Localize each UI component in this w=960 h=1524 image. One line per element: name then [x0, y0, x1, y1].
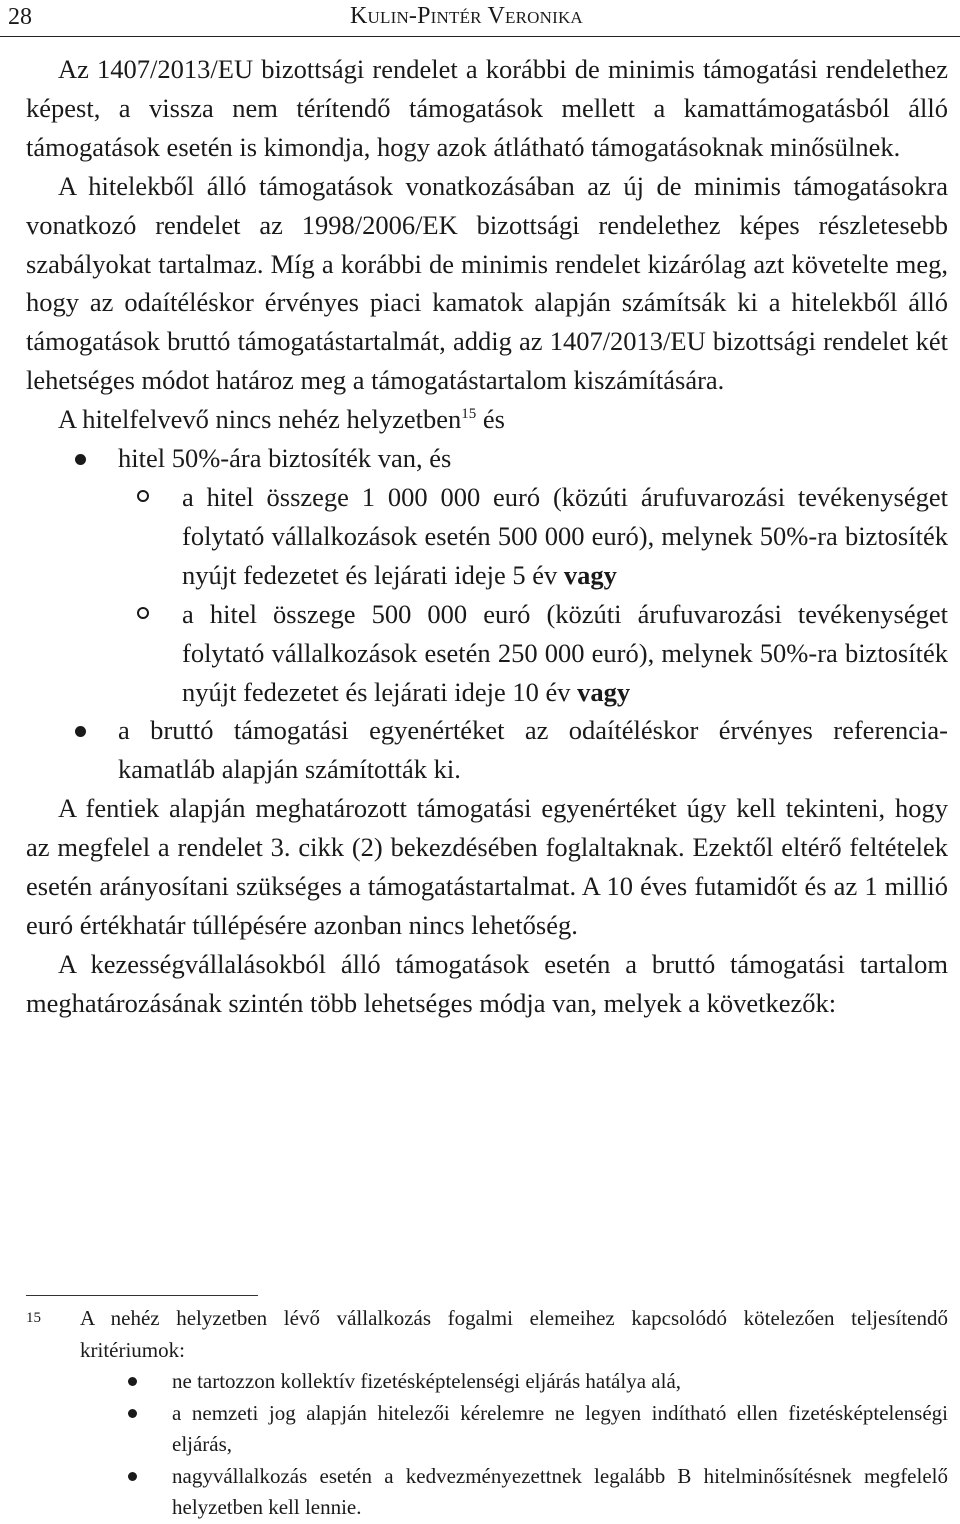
list-item — [118, 711, 948, 789]
paragraph-text: és — [476, 404, 505, 435]
bullet-icon — [75, 454, 86, 465]
sub-list-item-text: a hitel összege 500 000 euró (közúti árufuvarozási tevékenységet folytató vállalkozások esetén 250 000 euró), melynek 50%-ra biztosíték nyújt fedezetet és lejárati ideje 10 év — [182, 598, 948, 707]
sub-list-item-text: a hitel összege 1 000 000 euró (közúti árufuvarozási tevékenységet folytató vállalkozások esetén 500 000 euró), melynek 50%-ra biztosíték nyújt fedezetet és lejárati ideje 5 év — [182, 481, 948, 590]
paragraph: A hitelekből álló támogatások vonatkozásában az új de minimis támogatásokra vonatkozó rendelet az 1998/2006/EK bizottsági rendelethez képes részletesebb szabályokat tartalmaz. Míg a korábbi de minimis rendelet kizárólag azt követelte meg, hogy az odaítéléskor érvényes piaci kamatok alapján számítsák ki a hitelekből álló támogatások bruttó támogatástartalmát, addig az 1407/2013/EU bizottsági rendelet két lehetséges módot határoz meg a támogatástartalom kiszámítására. — [26, 170, 948, 396]
running-head: Kulin-Pintér Veronika — [350, 3, 583, 29]
footnote-list-item — [172, 1461, 948, 1524]
footnote-ref[interactable]: 15 — [461, 406, 477, 423]
sub-list — [118, 478, 948, 711]
footnote-list-item-text: ne tartozzon kollektív fizetésképtelenségi eljárás hatálya alá, — [172, 1369, 682, 1393]
footnote — [26, 1303, 948, 1524]
footnote-divider — [26, 1295, 258, 1296]
sub-list-item — [182, 478, 948, 595]
paragraph: Az 1407/2013/EU bizottsági rendelet a korábbi de minimis támogatási rendelethez képest, a vissza nem térítendő támogatások mellett a kamattámogatásból álló támogatások esetén is kimondja, hogy azok átlátható támogatásoknak minősülnek. — [26, 54, 948, 162]
footnote-list — [26, 1366, 948, 1524]
circle-bullet-icon — [137, 607, 149, 619]
paragraph — [26, 400, 948, 439]
paragraph-text: A hitelfelvevő nincs nehéz helyzetben — [58, 404, 462, 435]
circle-bullet-icon — [137, 490, 149, 502]
page-number: 28 — [8, 4, 32, 30]
footnote-number: 15 — [26, 1310, 41, 1326]
bullet-icon — [75, 726, 86, 737]
list-item — [118, 439, 948, 711]
paragraph: A fentiek alapján meghatározott támogatási egyenértéket úgy kell tekinteni, hogy az megfelel a rendelet 3. cikk (2) bekezdésében foglaltaknak. Ezektől eltérő feltételek esetén arányosítani szükséges a támogatástartalmat. A 10 éves futamidőt és az 1 millió euró értékhatár túllépésére azonban nincs lehetőség. — [26, 793, 948, 940]
footnote-list-item — [172, 1366, 948, 1398]
paragraph: A kezességvállalásokból álló támogatások esetén a bruttó támogatási tartalom meghatározásának szintén több lehetséges módja van, melyek a következők: — [26, 948, 948, 1018]
emphasis: vagy — [563, 559, 617, 590]
footnote-list-item-text: nagyvállalkozás esetén a kedvezményezettnek legalább B hitelminősítésnek megfelelő helyzetben kell lennie. — [172, 1463, 948, 1519]
footnote-list-item-text: a nemzeti jog alapján hitelezői kérelemre ne legyen indítható ellen fizetésképtelenségi eljárás, — [172, 1400, 948, 1456]
footnote-list-item — [172, 1398, 948, 1461]
emphasis: vagy — [577, 676, 631, 707]
sub-list-item — [182, 595, 948, 712]
page-header — [0, 0, 960, 37]
list-item-text: hitel 50%-ára biztosíték van, és — [118, 443, 452, 474]
list-item-text: a bruttó támogatási egyenértéket az odaítéléskor érvényes referencia-kamatláb alapján számították ki. — [118, 715, 948, 785]
criteria-list — [26, 439, 948, 789]
bullet-icon — [128, 1409, 137, 1418]
bullet-icon — [128, 1472, 137, 1481]
body-text — [26, 50, 948, 1023]
footnote-text: A nehéz helyzetben lévő vállalkozás fogalmi elemeihez kapcsolódó kötelezően teljesítendő kritériumok: — [80, 1306, 948, 1362]
bullet-icon — [128, 1377, 137, 1386]
